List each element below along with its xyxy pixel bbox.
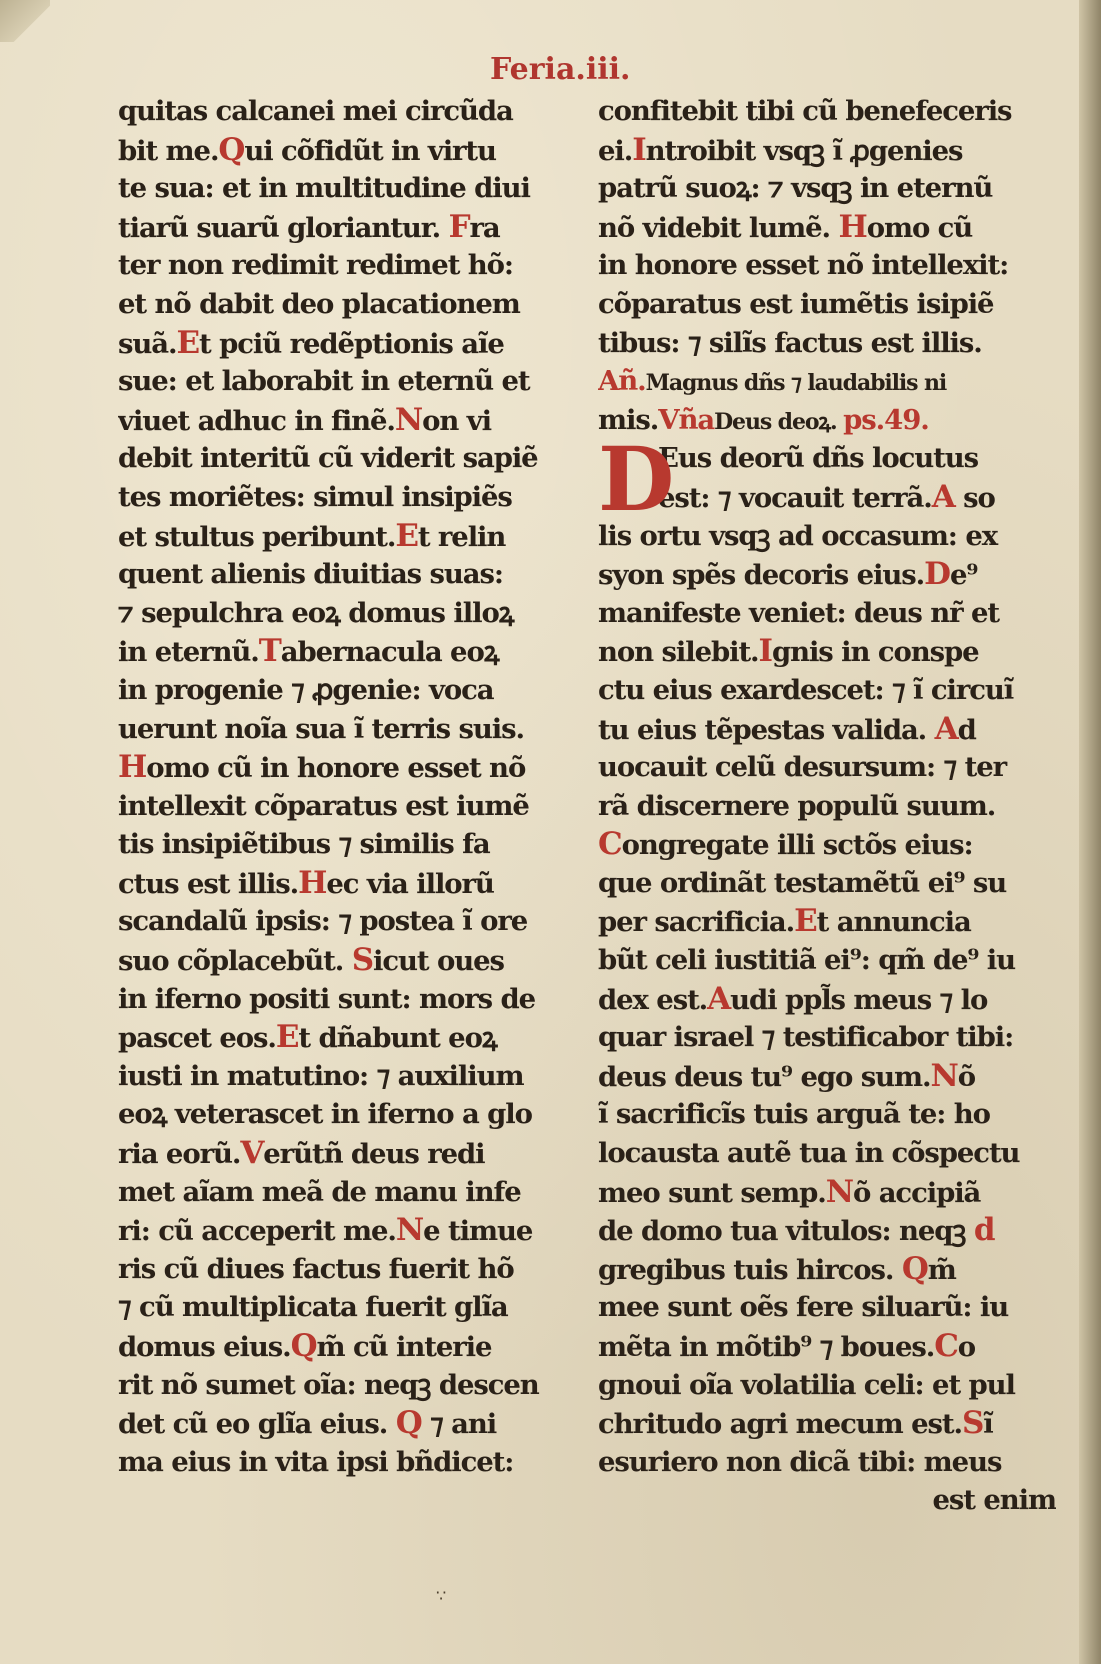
text-segment: per sacrificia. — [598, 906, 795, 939]
drop-cap-paragraph — [598, 427, 1056, 532]
text-segment: mẽta in mõtib⁹ ⁊ boues. — [598, 1331, 935, 1363]
rubric-initial: S — [351, 942, 373, 979]
text-line — [118, 787, 578, 826]
text-segment: quent alienis diuitias suas: — [118, 558, 503, 591]
text-line — [598, 825, 1056, 864]
text-line — [118, 1288, 578, 1327]
text-segment: domus eius. — [118, 1331, 291, 1363]
text-line — [598, 594, 1056, 633]
text-line — [118, 825, 578, 864]
text-segment: sue: et laborabit in eternũ et — [118, 365, 530, 398]
text-line — [598, 1404, 1056, 1443]
text-line — [598, 169, 1056, 208]
text-line — [118, 1327, 578, 1366]
text-line — [118, 208, 578, 247]
text-segment: esuriero non dicã tibi: meus — [598, 1445, 1002, 1478]
text-segment: ctu eius exardescet: ⁊ ĩ circuĩ — [598, 673, 1014, 706]
rubric-initial: N — [930, 1057, 958, 1094]
rubric-initial: H — [118, 749, 147, 786]
text-segment: eoꝝ veterascet in iferno a glo — [118, 1098, 532, 1131]
text-segment: gnoui oĩa volatilia celi: et pul — [598, 1368, 1015, 1401]
text-segment: in eternũ. — [118, 636, 259, 669]
text-segment: erũtñ deus redi — [263, 1138, 485, 1171]
text-segment: ui cõfidũt in virtu — [244, 134, 496, 167]
text-segment: mis. — [598, 403, 659, 436]
rubric-initial: T — [258, 633, 281, 670]
text-segment: et nõ dabit deo placationem — [118, 287, 520, 320]
text-segment: ris cũ diues factus fuerit hõ — [118, 1252, 514, 1285]
text-line — [118, 671, 578, 710]
page-corner — [0, 0, 50, 42]
text-line — [118, 246, 578, 285]
text-line — [598, 131, 1056, 170]
text-line — [118, 1250, 578, 1289]
text-segment: so — [954, 481, 995, 514]
text-line — [598, 632, 1056, 671]
text-segment: ec via illorũ — [326, 867, 494, 900]
rubric-initial: I — [632, 131, 646, 168]
text-segment: viuet adhuc in finẽ. — [118, 404, 395, 437]
text-line — [118, 748, 578, 787]
text-line — [598, 1095, 1056, 1134]
text-segment: o — [957, 1331, 976, 1363]
text-line — [598, 555, 1056, 594]
right-text-column — [598, 92, 1056, 1520]
rubric-initial: F — [448, 208, 470, 245]
text-segment: rit nõ sumet oĩa: neqꝫ descen — [118, 1368, 539, 1401]
text-line — [598, 246, 1056, 285]
text-segment: ri: cũ acceperit me. — [118, 1215, 396, 1248]
text-segment: confitebit tibi cũ benefeceris — [598, 95, 1012, 127]
text-line — [118, 478, 578, 517]
text-segment: tibus: ⁊ silĩs factus est illis. — [598, 326, 982, 359]
text-segment: õ accipiã — [853, 1176, 981, 1209]
text-line — [598, 92, 1056, 131]
text-segment: omo cũ in honore esset nõ — [146, 752, 526, 785]
text-line — [598, 1443, 1056, 1482]
text-segment: ctus est illis. — [118, 867, 299, 900]
text-segment: tes moriẽtes: simul insipiẽs — [118, 480, 512, 513]
text-line — [598, 902, 1056, 941]
signature-mark: ∵ — [436, 1586, 447, 1605]
rubric-initial: E — [275, 1019, 299, 1056]
text-line — [658, 478, 1056, 517]
text-segment: ei. — [598, 134, 633, 167]
text-segment: uerunt noĩa sua ĩ terris suis. — [118, 712, 524, 745]
rubric-initial: A — [707, 980, 731, 1017]
rubric-initial: Q — [218, 131, 245, 168]
text-line — [598, 1173, 1056, 1212]
text-segment: e⁹ — [949, 559, 978, 592]
rubric-initial: H — [298, 864, 327, 901]
text-segment: Eus deorũ dñs locutus — [658, 442, 979, 475]
text-segment: tiarũ suarũ gloriantur. — [118, 211, 449, 244]
text-line — [118, 1443, 578, 1482]
text-segment: non silebit. — [598, 636, 759, 669]
text-segment: chritudo agri mecum est. — [598, 1408, 962, 1441]
text-segment: locausta autẽ tua in cõspectu — [598, 1137, 1020, 1170]
text-segment: m̃ cũ interie — [316, 1331, 492, 1363]
text-segment: suo cõplacebũt. — [118, 945, 352, 978]
text-segment: manifeste veniet: deus nr̃ et — [598, 596, 1000, 629]
rubric-initial: H — [838, 208, 867, 245]
text-segment: pascet eos. — [118, 1022, 276, 1055]
rubric-initial: Añ. — [598, 365, 646, 398]
page-gutter — [1079, 0, 1101, 1664]
rubric-initial: Q — [395, 1405, 422, 1442]
text-line — [118, 1057, 578, 1096]
text-segment: Magnus dñs ⁊ laudabilis ni — [645, 370, 947, 397]
rubric-initial: N — [394, 401, 423, 438]
text-segment: ma eius in vita ipsi bñdicet: — [118, 1445, 514, 1478]
rubric-initial: S — [961, 1405, 984, 1442]
text-line — [598, 980, 1056, 1019]
text-line — [118, 131, 578, 170]
text-segment: gregibus tuis hircos. — [598, 1253, 902, 1286]
text-line — [598, 748, 1056, 787]
rubric-initial: V — [240, 1135, 264, 1172]
text-segment: ria eorũ. — [118, 1138, 241, 1171]
text-line — [118, 517, 578, 556]
text-line — [118, 555, 578, 594]
left-text-column — [118, 92, 578, 1481]
text-segment: ⁊ ani — [421, 1408, 497, 1441]
text-segment: ter non redimit redimet hõ: — [118, 249, 513, 282]
text-line — [598, 1134, 1056, 1173]
drop-cap-initial: D — [598, 427, 674, 532]
text-segment: t dñabunt eoꝝ — [298, 1022, 497, 1055]
text-segment: ⁊ cũ multiplicata fuerit glĩa — [118, 1291, 508, 1324]
text-segment: quitas calcanei mei circũda — [118, 95, 513, 127]
text-segment: udi ppl̃s meus ⁊ lo — [730, 983, 988, 1016]
text-segment: in iferno positi sunt: mors de — [118, 982, 536, 1015]
rubric-initial: Q — [290, 1328, 317, 1364]
text-line — [118, 594, 578, 633]
text-line — [598, 1057, 1056, 1096]
page-header: Feria.iii. — [490, 52, 631, 87]
text-segment: icut oues — [372, 945, 504, 978]
text-segment: in progenie ⁊ ꝓgenie: voca — [118, 673, 494, 706]
text-segment: Deus deoꝝ. — [714, 408, 844, 435]
rubric-initial: C — [934, 1328, 958, 1364]
text-line — [118, 324, 578, 363]
text-line — [118, 362, 578, 401]
rubric-initial: A — [931, 478, 955, 515]
text-line — [118, 439, 578, 478]
rubric-initial: N — [395, 1212, 424, 1249]
text-segment: in honore esset nõ intellexit: — [598, 249, 1009, 282]
text-line — [598, 1288, 1056, 1327]
text-line — [598, 324, 1056, 363]
rubric-initial: Q — [901, 1250, 928, 1287]
text-segment: ĩ — [983, 1408, 993, 1441]
text-line — [598, 710, 1056, 749]
text-line — [118, 632, 578, 671]
text-line — [658, 439, 1056, 478]
text-segment: t pciũ redẽptionis aĩe — [199, 327, 504, 360]
text-line — [118, 980, 578, 1019]
text-line — [598, 787, 1056, 826]
text-segment: de domo tua vitulos: neqꝫ — [598, 1215, 974, 1248]
text-segment: dex est. — [598, 983, 708, 1016]
text-segment: syon spẽs decoris eius. — [598, 559, 925, 592]
text-line — [118, 941, 578, 980]
text-segment: cõparatus est iumẽtis isipiẽ — [598, 287, 994, 320]
text-line — [118, 169, 578, 208]
text-segment: e timue — [423, 1215, 533, 1248]
text-line — [118, 1134, 578, 1173]
rubric-initial: I — [758, 633, 772, 670]
text-segment: est: ⁊ vocauit terrã. — [658, 481, 932, 514]
rubric-initial: E — [176, 324, 199, 361]
rubric-initial: A — [934, 710, 958, 747]
text-segment: te sua: et in multitudine diui — [118, 172, 530, 205]
rubric-initial: C — [598, 826, 622, 863]
text-line — [118, 1366, 578, 1405]
text-segment: bũt celi iustitiã ei⁹: qm̃ de⁹ iu — [598, 944, 1016, 977]
catchword: est enim — [932, 1484, 1056, 1517]
text-segment: et stultus peribunt. — [118, 520, 396, 553]
text-segment: tis insipiẽtibus ⁊ similis fa — [118, 828, 490, 861]
text-segment: scandalũ ipsis: ⁊ postea ĩ ore — [118, 905, 528, 938]
text-segment: ⁊ sepulchra eoꝝ domus illoꝝ — [118, 596, 514, 629]
text-segment: patrũ suoꝝ: ⁊ vsqꝫ in eternũ — [598, 172, 993, 205]
text-line — [598, 208, 1056, 247]
text-line — [598, 1211, 1056, 1250]
rubric-initial: d — [973, 1212, 995, 1249]
text-segment: suã. — [118, 327, 177, 360]
text-line — [118, 864, 578, 903]
text-segment: tu eius tẽpestas valida. — [598, 713, 935, 746]
text-segment: que ordinãt testamẽtũ ei⁹ su — [598, 866, 1007, 899]
rubric-initial: Vña — [658, 403, 715, 436]
text-segment: met aĩam meã de manu infe — [118, 1175, 521, 1208]
text-segment: deus deus tu⁹ ego sum. — [598, 1060, 931, 1093]
text-line — [598, 1327, 1056, 1366]
text-segment: bit me. — [118, 134, 219, 167]
text-segment: det cũ eo glĩa eius. — [118, 1408, 396, 1441]
text-line — [118, 710, 578, 749]
text-line — [118, 1404, 578, 1443]
text-line — [118, 1095, 578, 1134]
text-segment: lis ortu vsqꝫ ad occasum: ex — [598, 519, 998, 552]
text-segment: omo cũ — [866, 211, 973, 244]
text-line — [118, 1173, 578, 1212]
text-line — [118, 285, 578, 324]
text-line — [118, 1211, 578, 1250]
text-line — [118, 1018, 578, 1057]
text-line — [598, 864, 1056, 903]
rubric-initial: N — [825, 1173, 853, 1210]
text-line — [598, 285, 1056, 324]
text-line — [598, 671, 1056, 710]
text-segment: abernacula eoꝝ — [280, 636, 499, 669]
text-line — [598, 1366, 1056, 1405]
text-segment: intellexit cõparatus est iumẽ — [118, 789, 529, 822]
rubric-initial: E — [395, 517, 418, 554]
text-segment: ĩ sacrificĩs tuis arguã te: ho — [598, 1098, 990, 1131]
text-segment: quar israel ⁊ testificabor tibi: — [598, 1021, 1014, 1054]
text-line — [598, 362, 1056, 401]
text-line — [598, 941, 1056, 980]
text-segment: gnis in conspe — [771, 636, 979, 669]
text-segment: uocauit celũ desursum: ⁊ ter — [598, 751, 1006, 784]
text-segment: meo sunt semp. — [598, 1176, 826, 1209]
text-segment: t annuncia — [816, 906, 971, 939]
text-segment: rã discernere populũ suum. — [598, 789, 996, 822]
text-segment: debit interitũ cũ viderit sapiẽ — [118, 442, 538, 475]
text-line — [118, 92, 578, 131]
rubric-initial: ps.49. — [843, 403, 929, 436]
text-segment: d — [957, 713, 976, 746]
text-segment: iusti in matutino: ⁊ auxilium — [118, 1059, 524, 1092]
text-segment: õ — [957, 1060, 975, 1093]
text-line — [598, 1250, 1056, 1289]
text-segment: ongregate illi sctõs eius: — [621, 829, 973, 862]
text-segment: t relin — [417, 520, 506, 553]
text-line — [118, 902, 578, 941]
text-segment: m̃ — [927, 1253, 956, 1286]
rubric-initial: D — [924, 556, 950, 593]
text-segment: nõ videbit lumẽ. — [598, 211, 839, 244]
text-segment: ntroibit vsqꝫ ĩ ꝓgenies — [645, 134, 963, 167]
text-line — [118, 401, 578, 440]
text-segment: ra — [469, 211, 500, 244]
text-segment: mee sunt oẽs fere siluarũ: iu — [598, 1291, 1009, 1324]
text-segment: on vi — [422, 404, 491, 437]
text-line — [598, 1018, 1056, 1057]
rubric-initial: E — [794, 903, 817, 940]
